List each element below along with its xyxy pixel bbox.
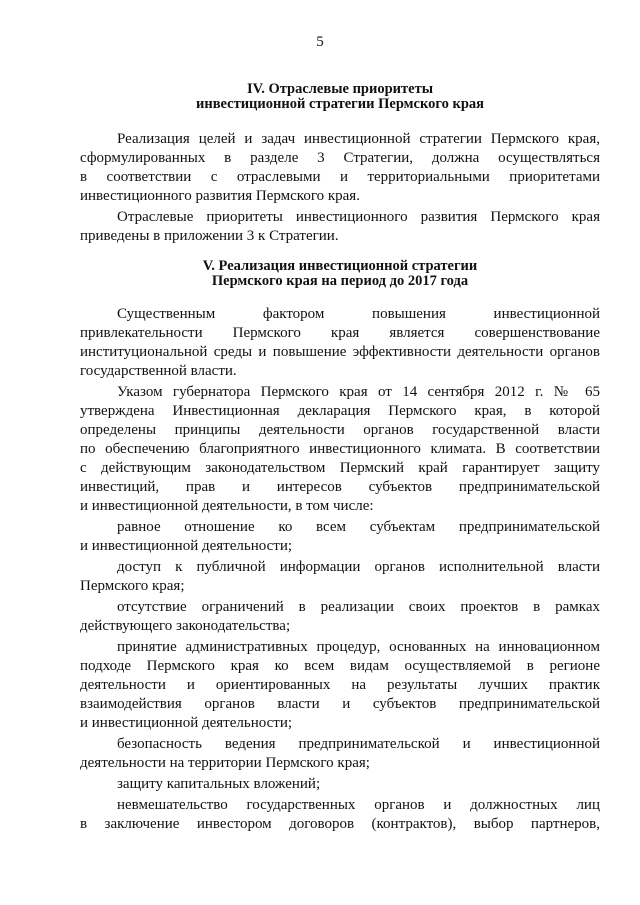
paragraph <box>80 305 600 381</box>
text-line: Пермского края; <box>80 578 185 594</box>
text-line: Реализация целей и задач инвестиционной стратегии Пермского края, <box>117 131 600 147</box>
text-line: по обеспечению благоприятного инвестиционного климата. В соответствии <box>80 441 600 457</box>
text-line: в соответствии с отраслевыми и территориальными приоритетами <box>80 169 600 185</box>
text-line: сформулированных в разделе 3 Стратегии, должна осуществляться <box>80 150 600 166</box>
text-line: инвестиционного развития Пермского края. <box>80 188 360 204</box>
text-line: утверждена Инвестиционная декларация Пермского края, в которой <box>80 403 600 419</box>
text-line: защиту капитальных вложений; <box>117 776 321 792</box>
text-line: и инвестиционной деятельности, в том числе: <box>80 498 374 514</box>
text-line: и инвестиционной деятельности; <box>80 538 293 554</box>
text-line: приведены в приложении 3 к Стратегии. <box>80 228 339 244</box>
text-line: и инвестиционной деятельности; <box>80 715 293 731</box>
paragraph <box>80 638 600 733</box>
section-5-heading <box>80 259 600 289</box>
text-line: Указом губернатора Пермского края от 14 сентября 2012 г. № 65 <box>117 384 600 400</box>
text-line: определены принципы деятельности органов государственной власти <box>80 422 600 438</box>
section-5-body <box>80 305 600 834</box>
section-4-heading <box>80 82 600 112</box>
text-line: инвестиций, прав и интересов субъектов предпринимательской <box>80 479 600 495</box>
paragraph <box>80 383 600 516</box>
text-line: подходе Пермского края ко всем видам осуществляемой в регионе <box>80 658 600 674</box>
text-line: равное отношение ко всем субъектам предпринимательской <box>117 519 600 535</box>
text-line: деятельности и ориентированных на результаты лучших практик <box>80 677 600 693</box>
heading-line: IV. Отраслевые приоритеты <box>246 81 434 97</box>
text-line: в заключение инвестором договоров (контрактов), выбор партнеров, <box>80 816 600 832</box>
text-line: Отраслевые приоритеты инвестиционного развития Пермского края <box>117 209 600 225</box>
text-line: безопасность ведения предпринимательской и инвестиционной <box>117 736 600 752</box>
text-line: принятие административных процедур, основанных на инновационном <box>117 639 600 655</box>
paragraph <box>80 208 600 246</box>
text-line: государственной власти. <box>80 363 237 379</box>
text-line: деятельности на территории Пермского края; <box>80 755 370 771</box>
section-4-body <box>80 130 600 246</box>
paragraph <box>80 518 600 556</box>
text-line: Существенным фактором повышения инвестиционной <box>117 306 600 322</box>
text-line: невмешательство государственных органов и должностных лиц <box>117 797 600 813</box>
heading-line: V. Реализация инвестиционной стратегии <box>202 258 478 274</box>
paragraph <box>80 558 600 596</box>
text-line: отсутствие ограничений в реализации своих проектов в рамках <box>117 599 600 615</box>
text-line: доступ к публичной информации органов исполнительной власти <box>117 559 600 575</box>
paragraph <box>80 775 600 794</box>
paragraph <box>80 598 600 636</box>
heading-line: Пермского края на период до 2017 года <box>211 273 469 289</box>
text-line: с действующим законодательством Пермский край гарантирует защиту <box>80 460 600 476</box>
text-line: действующего законодательства; <box>80 618 291 634</box>
page-number: 5 <box>316 34 324 50</box>
text-line: привлекательности Пермского края является совершенствование <box>80 325 600 341</box>
paragraph <box>80 796 600 834</box>
text-line: институциональной среды и повышение эффективности деятельности органов <box>80 344 600 360</box>
heading-line: инвестиционной стратегии Пермского края <box>195 96 484 112</box>
text-line: взаимодействия органов власти и субъектов предпринимательской <box>80 696 600 712</box>
paragraph <box>80 130 600 206</box>
paragraph <box>80 735 600 773</box>
